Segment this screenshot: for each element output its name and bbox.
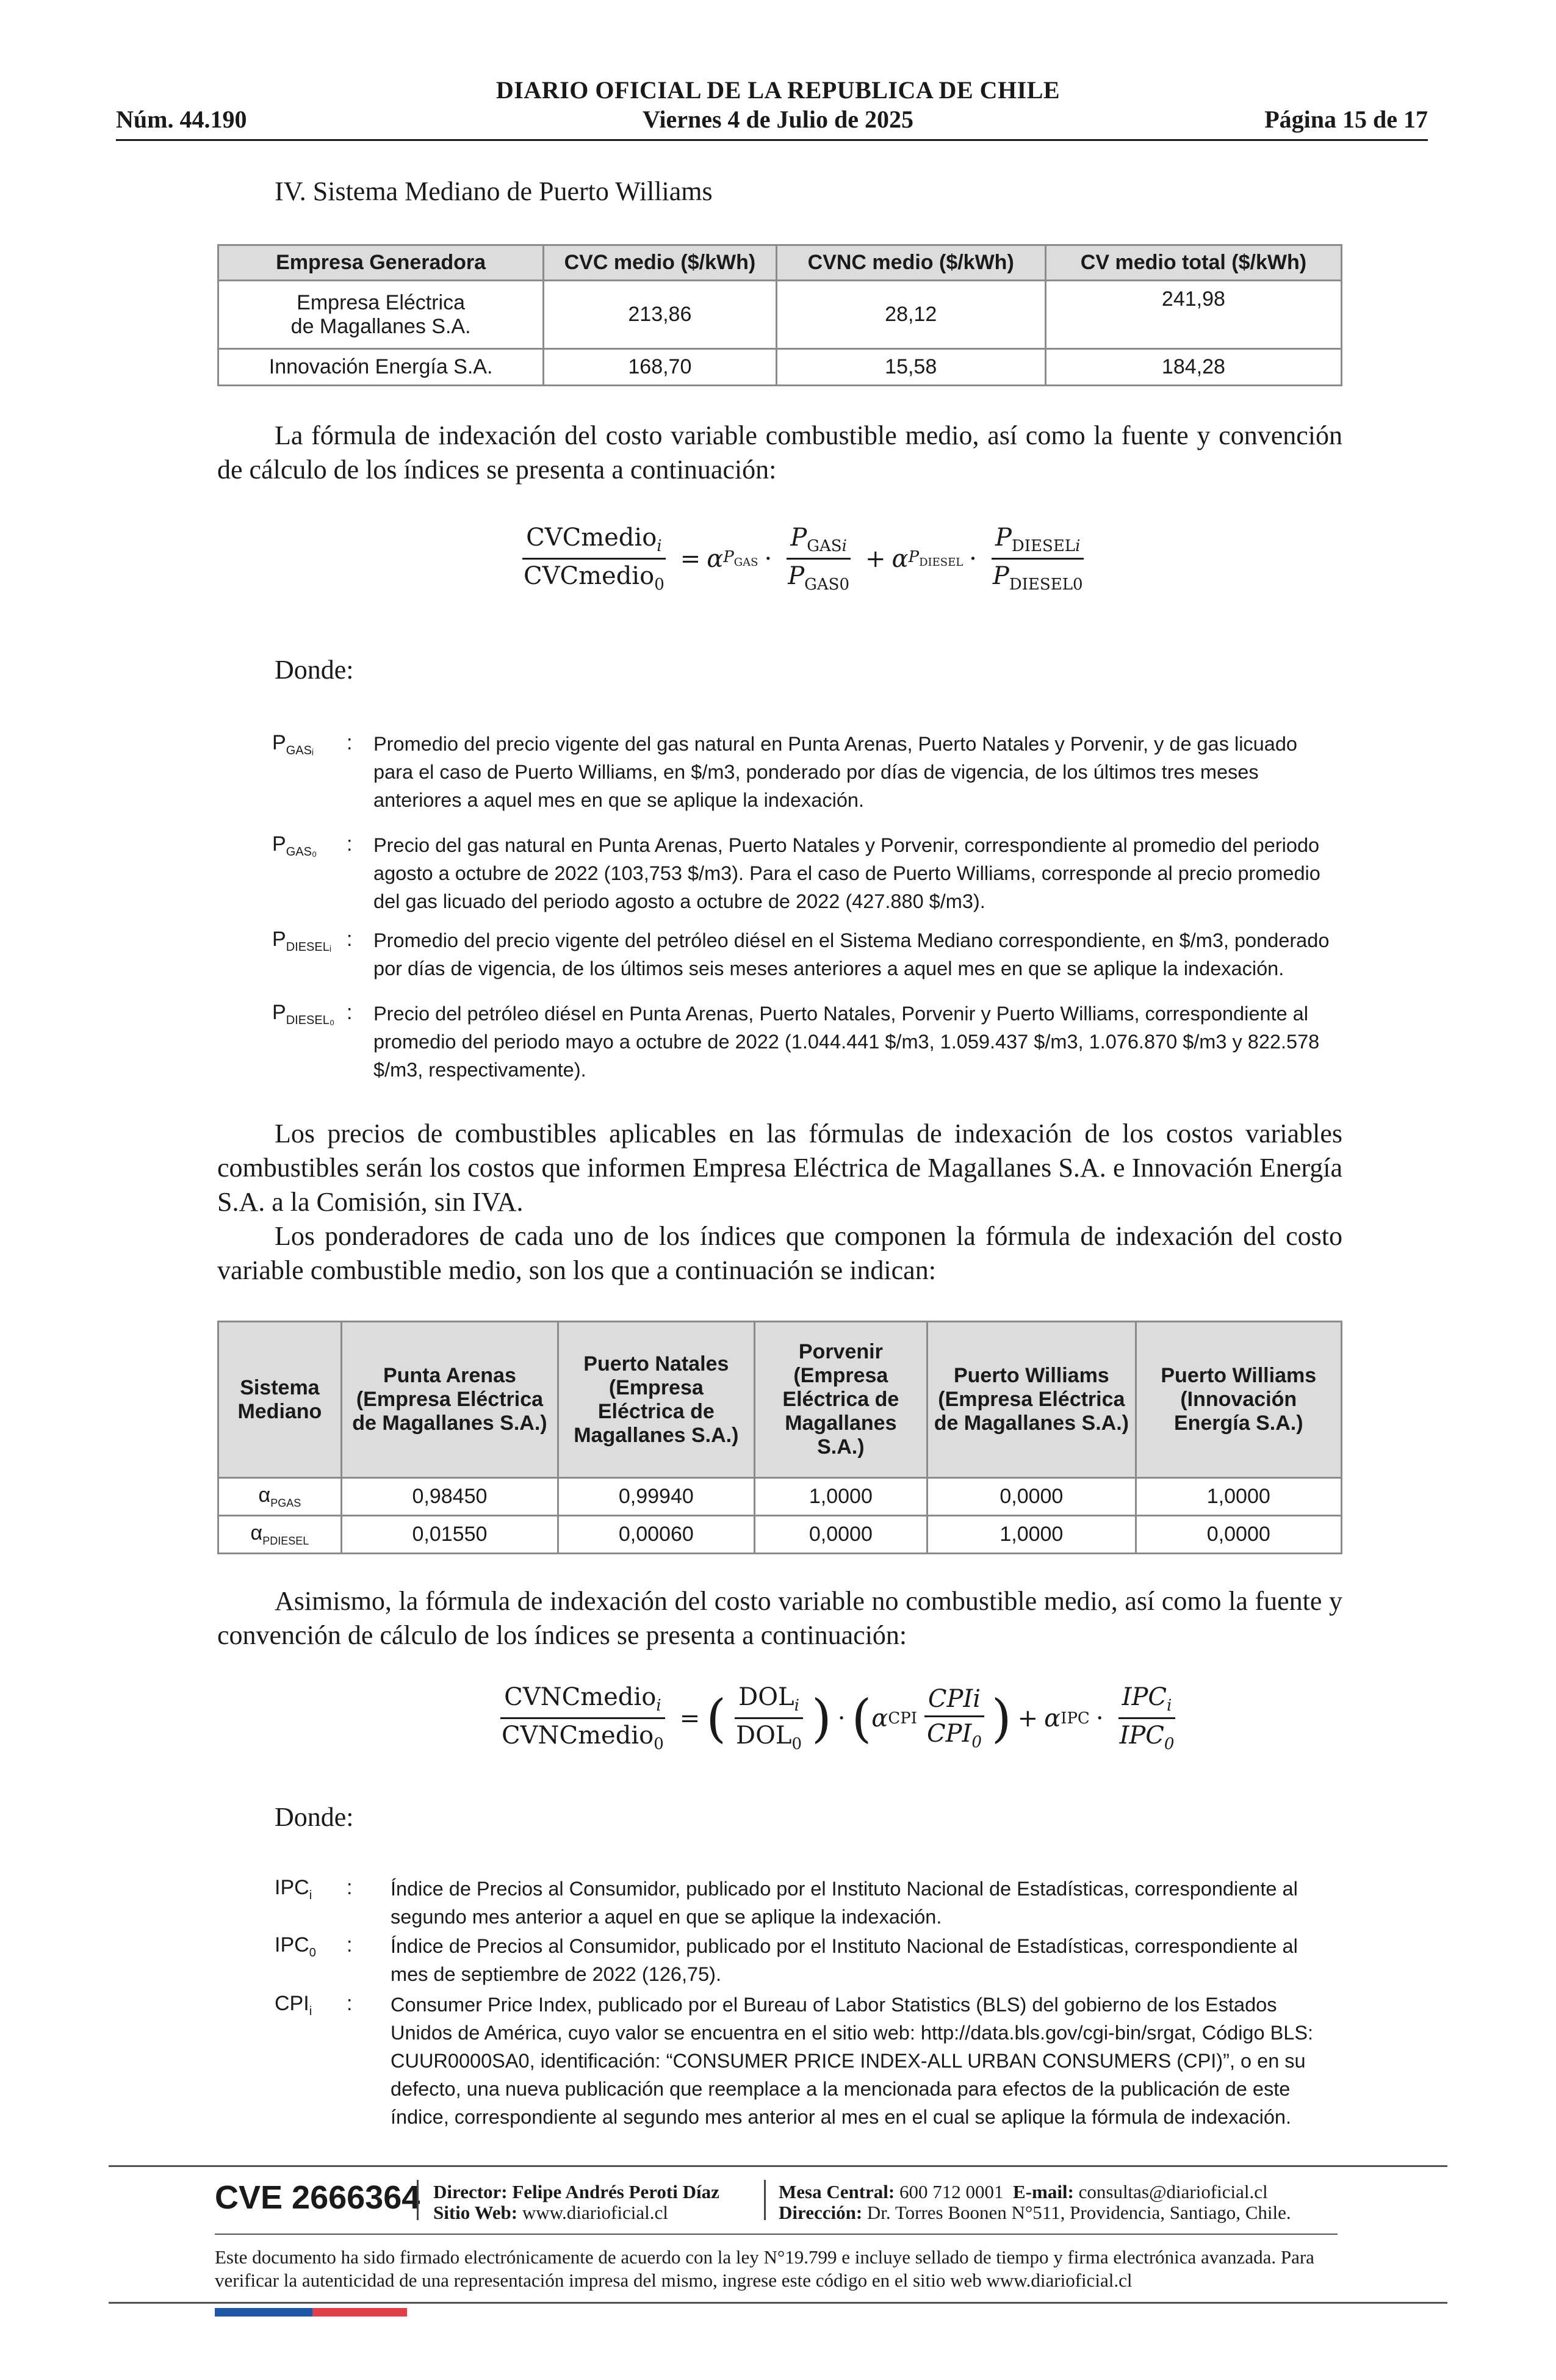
weights-table: [217, 1321, 1342, 1554]
formula-lhs-fraction: [520, 524, 668, 594]
formula-term: CPI: [926, 1720, 972, 1748]
legal-notice: Este documento ha sido firmado electrónicamente de acuerdo con la ley N°19.799 e incluye sellado de tiempo y firma electrónica avanzada. Para verificar la autenticidad de una representación impresa del mismo, ingrese este código en el sitio web www.diarioficial.cl: [215, 2246, 1314, 2291]
phone-number: 600 712 0001: [899, 2181, 1004, 2202]
row-label-subscript: PDIESEL: [262, 1534, 309, 1547]
formula-subscript: 0: [654, 575, 665, 594]
formula-operator: ·: [837, 1704, 846, 1733]
paragraph-text: Asimismo, la fórmula de indexación del costo variable no combustible medio, así como la fuente y convención de cálculo de los índices se presenta a continuación:: [217, 1586, 1342, 1650]
formula-symbol: P: [995, 524, 1012, 552]
cost-table-header-row: [218, 245, 1342, 281]
director-line: [433, 2181, 719, 2203]
footer-rule-mid: [215, 2234, 1338, 2235]
formula-paren: ): [812, 1688, 832, 1748]
formula-term: IPC: [1122, 1683, 1167, 1711]
footer-separator: [764, 2180, 766, 2220]
formula-subscript: i: [656, 1697, 661, 1715]
formula-subscript: GAS: [804, 575, 840, 594]
value-cell: 0,0000: [927, 1478, 1136, 1516]
issue-number: Núm. 44.190: [116, 106, 247, 133]
formula-operator: +: [865, 544, 886, 573]
definition-symbol: [275, 1933, 316, 1960]
section-heading: IV. Sistema Mediano de Puerto Williams: [275, 176, 713, 206]
weights-table-header-row: [218, 1322, 1342, 1478]
definition-colon: :: [347, 928, 353, 951]
alpha-symbol: α: [250, 1521, 263, 1545]
formula-paren: (: [851, 1688, 872, 1748]
formula-subscript: GAS: [807, 537, 842, 555]
formula-term: DOL: [736, 1722, 792, 1750]
table-row: [218, 281, 1342, 349]
formula-symbol: α: [871, 1704, 888, 1733]
formula-subscript: i: [657, 537, 662, 555]
value-cell: 0,98450: [341, 1478, 558, 1516]
donde-label: Donde:: [275, 1802, 354, 1832]
value-cell: 1,0000: [927, 1516, 1136, 1554]
nonfuel-cost-formula: [492, 1683, 1184, 1753]
website-label: Sitio Web:: [433, 2202, 518, 2223]
definition-symbol: [275, 1876, 312, 1903]
paragraph-text: Los ponderadores de cada uno de los índices que componen la fórmula de indexación del costo variable combustible medio, son los que a continuación se indican:: [217, 1221, 1342, 1285]
symbol-subscript: i: [309, 1888, 312, 1902]
value-cell: 0,00060: [558, 1516, 754, 1554]
header-cell: CVNC medio ($/kWh): [776, 245, 1045, 281]
formula-subscript: 0: [839, 575, 850, 594]
row-label-subscript: PGAS: [270, 1496, 301, 1509]
paragraph: [217, 1117, 1342, 1219]
formula-subscript: GAS: [733, 556, 758, 569]
symbol-text: P: [272, 832, 286, 856]
definition-colon: :: [347, 1876, 353, 1899]
value-cell: 0,0000: [754, 1516, 927, 1554]
director-label: Director:: [433, 2181, 508, 2202]
cv-cell: 184,28: [1045, 349, 1341, 386]
director-name: Felipe Andrés Peroti Díaz: [512, 2181, 719, 2202]
table-row: [218, 349, 1342, 386]
header-cell: Sistema Mediano: [218, 1322, 342, 1478]
header-cell: Empresa Generadora: [218, 245, 544, 281]
symbol-subscript: 0: [309, 1945, 316, 1960]
definition-text: Precio del petróleo diésel en Punta Arenas, Puerto Natales, Porvenir y Puerto Williams, correspondiente al promedio del periodo mayo a octubre de 2022 (1.044.441 $/m3, 1.059.437 $/m3, 1.076.870 $/m3 y 822.578 $/m3, respectivamente).: [373, 1003, 1320, 1081]
formula-paren: (: [706, 1688, 727, 1748]
table-row: [218, 1516, 1342, 1554]
formula-symbol: P: [908, 548, 920, 567]
definition-text: Consumer Price Index, publicado por el Bureau of Labor Statistics (BLS) del gobierno de los Estados Unidos de América, cuyo valor se encuentra en el sitio web: http://data.bls.gov/cgi-bin/srgat, Código BLS: CUUR0000SA0, identificación: “CONSUMER PRICE INDEX-ALL URBAN CONSUMERS (CPI)”, o en su defecto, una nueva publicación que reemplace a la mencionada para efectos de la publicación de este índice, correspondiente al segundo mes anterior al mes en el cual se aplique la fórmula de indexación.: [391, 1994, 1314, 2128]
row-label: [218, 1478, 342, 1516]
formula-subscript: 0: [1164, 1735, 1175, 1753]
formula-operator: ·: [1095, 1704, 1104, 1733]
formula-gas-fraction: [784, 524, 853, 594]
alpha-symbol: α: [258, 1484, 271, 1507]
value-cell: 0,0000: [1136, 1516, 1341, 1554]
formula-cpi-fraction: [923, 1685, 985, 1751]
formula-subscript: i: [1167, 1697, 1172, 1715]
formula-subscript: 0: [791, 1735, 802, 1753]
formula-subscript: i: [794, 1697, 799, 1715]
gazette-title: DIARIO OFICIAL DE LA REPUBLICA DE CHILE: [495, 76, 1061, 104]
formula-operator: +: [1017, 1704, 1039, 1733]
symbol-subscript: DIESELᵢ: [286, 940, 331, 954]
phone-label: Mesa Central:: [779, 2181, 895, 2202]
formula-symbol: P: [723, 548, 734, 567]
formula-term: CVCmedio: [526, 524, 657, 552]
formula-symbol: α: [891, 544, 909, 573]
formula-symbol: α: [1044, 1704, 1061, 1733]
fuel-cost-formula: [514, 524, 1093, 594]
formula-operator: =: [680, 544, 701, 573]
symbol-subscript: i: [309, 2004, 312, 2018]
contact-line: [779, 2181, 1268, 2203]
symbol-subscript: GASᵢ: [286, 743, 314, 757]
cost-table: [217, 244, 1342, 386]
cve-code: CVE 2666364: [215, 2179, 420, 2216]
definition-colon: :: [347, 1001, 353, 1024]
formula-symbol: P: [790, 524, 807, 552]
footer-rule-top: [109, 2165, 1447, 2167]
formula-subscript: DIESEL: [919, 556, 963, 569]
paragraph: [217, 1219, 1342, 1288]
company-cell: [218, 281, 544, 349]
formula-lhs-fraction: [498, 1683, 668, 1753]
formula-paren: ): [991, 1688, 1012, 1748]
paragraph: [217, 419, 1342, 487]
header-cell: CVC medio ($/kWh): [544, 245, 776, 281]
formula-subscript: 0: [654, 1735, 664, 1753]
cvnc-cell: 15,58: [776, 349, 1045, 386]
symbol-subscript: GAS₀: [286, 845, 317, 859]
formula-term: i: [973, 1685, 981, 1713]
header-cell: Porvenir (Empresa Eléctrica de Magallanes S.A.): [754, 1322, 927, 1478]
symbol-text: CPI: [275, 1992, 309, 2015]
formula-symbol: P: [788, 562, 805, 590]
formula-subscript: CPI: [888, 1709, 917, 1728]
value-cell: 1,0000: [754, 1478, 927, 1516]
formula-ipc-fraction: [1116, 1683, 1178, 1753]
formula-subscript: 0: [1072, 575, 1083, 594]
definition-symbol: [272, 1001, 334, 1028]
formula-term: CVCmedio: [524, 562, 655, 590]
formula-operator: ·: [764, 544, 773, 573]
formula-term: CVNCmedio: [504, 1683, 657, 1711]
formula-subscript: i: [1075, 537, 1081, 555]
website-link[interactable]: www.diarioficial.cl: [522, 2202, 668, 2223]
definition-text: Precio del gas natural en Punta Arenas, Puerto Natales y Porvenir, correspondiente al promedio del periodo agosto a octubre de 2022 (103,753 $/m3). Para el caso de Puerto Williams, corresponde al precio promedio del gas licuado del periodo agosto a octubre de 2022 (427.880 $/m3).: [373, 834, 1320, 912]
formula-subscript: 0: [971, 1733, 982, 1751]
flag-stripe-blue: [215, 2308, 312, 2317]
flag-stripe-red: [312, 2308, 407, 2317]
email-link[interactable]: consultas@diarioficial.cl: [1078, 2181, 1268, 2202]
cvnc-cell: 28,12: [776, 281, 1045, 349]
symbol-text: IPC: [275, 1876, 309, 1899]
definition-colon: :: [347, 1992, 353, 2015]
definition-symbol: [272, 832, 317, 859]
company-name-line: de Magallanes S.A.: [290, 314, 471, 338]
value-cell: 1,0000: [1136, 1478, 1341, 1516]
definition-colon: :: [347, 731, 353, 754]
address-text: Dr. Torres Boonen N°511, Providencia, Santiago, Chile.: [866, 2202, 1291, 2223]
cv-cell: 241,98: [1045, 281, 1341, 349]
symbol-text: P: [272, 1001, 286, 1024]
definition-text: Índice de Precios al Consumidor, publicado por el Instituto Nacional de Estadísticas, correspondiente al segundo mes anterior a aquel en que se aplique la indexación.: [391, 1878, 1298, 1928]
symbol-text: P: [272, 731, 286, 754]
company-name-line: Empresa Eléctrica: [297, 290, 466, 314]
cvc-cell: 168,70: [544, 349, 776, 386]
paragraph-text: La fórmula de indexación del costo variable combustible medio, así como la fuente y convención de cálculo de los índices se presenta a continuación:: [217, 420, 1342, 485]
paragraph: [217, 1584, 1342, 1653]
value-cell: 0,01550: [341, 1516, 558, 1554]
formula-subscript: DIESEL: [1011, 537, 1076, 555]
formula-term: IPC: [1119, 1722, 1164, 1750]
row-label: [218, 1516, 342, 1554]
formula-operator: =: [679, 1704, 701, 1733]
definition-symbol: [275, 1992, 312, 2019]
table-row: [218, 1478, 1342, 1516]
formula-subscript: i: [841, 537, 847, 555]
value-cell: 0,99940: [558, 1478, 754, 1516]
formula-subscript: IPC: [1061, 1709, 1090, 1728]
formula-operator: ·: [969, 544, 977, 573]
symbol-subscript: DIESEL₀: [286, 1013, 335, 1027]
page-number: Página 15 de 17: [1264, 106, 1428, 133]
header-rule: [116, 139, 1428, 141]
header-cell: CV medio total ($/kWh): [1045, 245, 1341, 281]
symbol-text: P: [272, 928, 286, 951]
formula-term: DOL: [738, 1683, 794, 1711]
header-cell: Punta Arenas (Empresa Eléctrica de Magallanes S.A.): [341, 1322, 558, 1478]
issue-date: Viernes 4 de Julio de 2025: [642, 106, 914, 133]
company-cell: Innovación Energía S.A.: [218, 349, 544, 386]
symbol-text: IPC: [275, 1933, 309, 1956]
address-label: Dirección:: [779, 2202, 863, 2223]
definition-text: Promedio del precio vigente del petróleo diésel en el Sistema Mediano correspondiente, en $/m3, ponderado por días de vigencia, de los últimos seis meses anteriores a aquel mes en que se aplique la indexación.: [373, 929, 1330, 979]
formula-symbol: P: [992, 562, 1009, 590]
footer-rule-bottom: [109, 2302, 1447, 2304]
formula-term: CVNCmedio: [502, 1722, 654, 1750]
email-label: E-mail:: [1013, 2181, 1074, 2202]
cvc-cell: 213,86: [544, 281, 776, 349]
definition-text: Índice de Precios al Consumidor, publicado por el Instituto Nacional de Estadísticas, correspondiente al mes de septiembre de 2022 (126,75).: [391, 1935, 1298, 1985]
formula-term: CPI: [927, 1685, 973, 1713]
definition-symbol: [272, 731, 314, 758]
header-cell: Puerto Natales (Empresa Eléctrica de Magallanes S.A.): [558, 1322, 754, 1478]
paragraph-text: Los precios de combustibles aplicables en las fórmulas de indexación de los costos variables combustibles serán los costos que informen Empresa Eléctrica de Magallanes S.A. e Innovación Energía S.A. a la Comisión, sin IVA.: [217, 1119, 1342, 1217]
website-line: [433, 2202, 668, 2224]
definition-symbol: [272, 928, 331, 954]
address-line: [779, 2202, 1291, 2224]
definition-colon: :: [347, 1933, 353, 1956]
header-cell: Puerto Williams (Empresa Eléctrica de Magallanes S.A.): [927, 1322, 1136, 1478]
definition-colon: :: [347, 832, 353, 856]
formula-dol-fraction: [732, 1683, 805, 1753]
donde-label: Donde:: [275, 655, 354, 685]
formula-symbol: α: [707, 544, 724, 573]
definition-text: Promedio del precio vigente del gas natural en Punta Arenas, Puerto Natales y Porvenir, y de gas licuado para el caso de Puerto Williams, en $/m3, ponderado por días de vigencia, de los últimos tres meses anteriores a aquel mes en que se aplique la indexación.: [373, 733, 1297, 811]
formula-diesel-fraction: [989, 524, 1087, 594]
header-cell: Puerto Williams (Innovación Energía S.A.): [1136, 1322, 1341, 1478]
footer-separator: [417, 2180, 419, 2220]
formula-subscript: DIESEL: [1009, 575, 1073, 594]
